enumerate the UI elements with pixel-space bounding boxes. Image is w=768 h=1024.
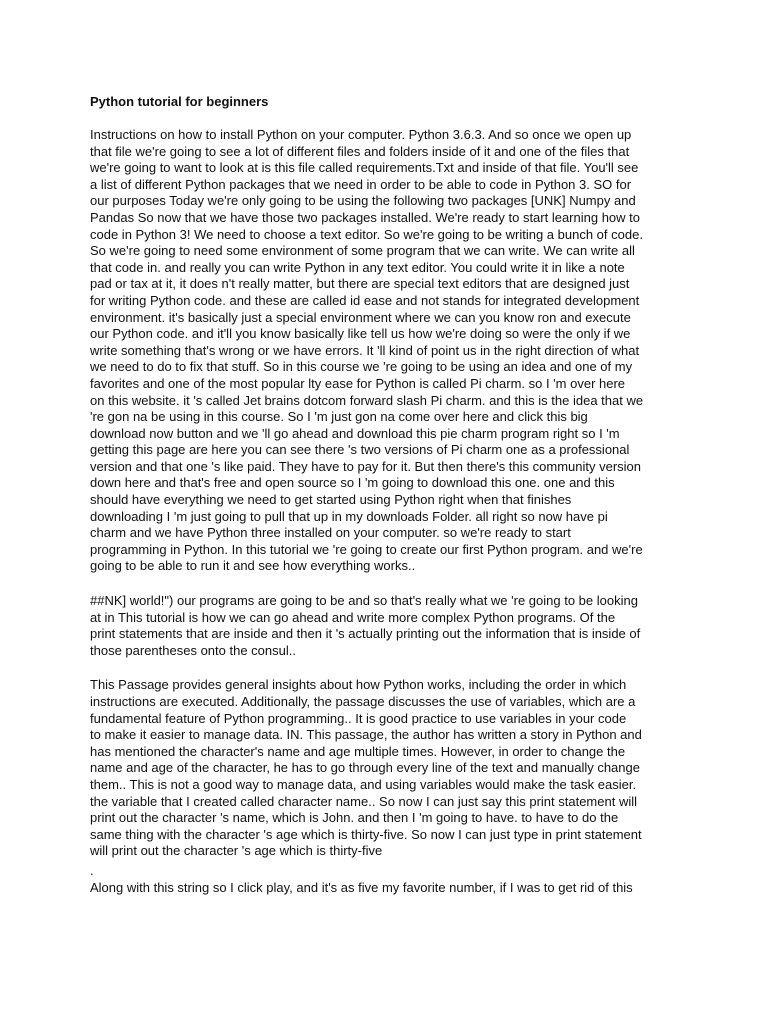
text-line: we need to do to fix that stuff. So in this course we 're going to be using an idea and one of my <box>90 359 633 375</box>
text-line: version and that one 's like paid. They have to pay for it. But then there's this community version <box>90 458 642 474</box>
text-line: Pandas So now that we have those two packages installed. We're ready to start learning how to <box>90 209 641 225</box>
text-line: going to be able to run it and see how everything works.. <box>90 558 416 574</box>
text-line: our purposes Today we're only going to be using the following two packages [UNK] Numpy and <box>90 193 636 209</box>
document-title: Python tutorial for beginners <box>90 94 269 109</box>
text-line: So we're going to need some environment of some program that we can write. We can write all <box>90 243 635 259</box>
text-line: to make it easier to manage data. IN. This passage, the author has written a story in Python and <box>90 727 642 743</box>
text-line: same thing with the character 's age which is thirty-five. So now I can just type in print statement <box>90 826 642 842</box>
paragraph-install <box>90 127 682 575</box>
text-line: on this website. it 's called Jet brains dotcom forward slash Pi charm. and this is the idea that we <box>90 392 644 408</box>
text-line: Instructions on how to install Python on your computer. Python 3.6.3. And so once we open up <box>90 127 632 142</box>
text-line: a list of different Python packages that we need in order to be able to code in Python 3. SO for <box>90 176 632 192</box>
text-line: print statements that are inside and then it 's actually printing out the information that is inside of <box>90 626 641 642</box>
text-line: This Passage provides general insights about how Python works, including the order in which <box>90 677 627 693</box>
text-line: getting this page are here you can see there 's two versions of Pi charm one as a professional <box>90 442 630 458</box>
text-line: 're gon na be using in this course. So I 'm just gon na come over here and click this big <box>90 409 588 425</box>
paragraph-variables <box>90 677 682 860</box>
text-line: print out the character 's name, which is John. and then I 'm going to have. to have to do the <box>90 810 619 826</box>
text-line: the variable that I created called character name.. So now I can just say this print statement will <box>90 793 637 809</box>
text-line: that code in. and really you can write Python in any text editor. You could write it in like a note <box>90 259 625 275</box>
text-line: write something that's wrong or we have errors. It 'll kind of point us in the right direction of what <box>90 342 640 358</box>
text-line: code in Python 3! We need to choose a text editor. So we're going to be writing a bunch of code. <box>90 226 643 242</box>
text-line: them.. This is not a good way to manage data, and using variables would make the task easier. <box>90 776 637 792</box>
text-line: instructions are executed. Additionally, the passage discusses the use of variables, which are a <box>90 694 636 709</box>
text-line: downloading I 'm just going to pull that up in my downloads Folder. all right so now have pi <box>90 508 608 524</box>
text-line: at in This tutorial is how we can go ahead and write more complex Python programs. Of the <box>90 609 616 625</box>
text-line: favorites and one of the most popular lty ease for Python is called Pi charm. so I 'm over here <box>90 375 626 391</box>
stray-dot: . <box>90 862 94 878</box>
text-line: name and age of the character, he has to go through every line of the text and manually change <box>90 760 640 776</box>
text-line: pad or tax at it, it does n't really matter, but there are special text editors that are designed just <box>90 276 630 292</box>
text-line: programming in Python. In this tutorial we 're going to create our first Python program. and we're <box>90 541 643 557</box>
text-line: we're going to want to look at is this file called requirements.Txt and inside of that file. You'll see <box>90 160 639 176</box>
text-line: will print out the character 's age which is thirty-five <box>90 843 383 859</box>
text-line: charm and we have Python three installed on your computer. so we're ready to start <box>90 525 571 541</box>
text-line: download now button and we 'll go ahead and download this pie charm program right so I 'm <box>90 425 620 441</box>
text-line: fundamental feature of Python programming.. It is good practice to use variables in your code <box>90 710 627 726</box>
text-line: has mentioned the character's name and age multiple times. However, in order to change the <box>90 743 626 759</box>
text-line: down here and that's free and open source so I 'm going to download this one. one and this <box>90 475 615 491</box>
text-line: ##NK] world!") our programs are going to be and so that's really what we 're going to be looking <box>90 593 638 609</box>
document-page <box>90 93 682 896</box>
text-line: for writing Python code. and these are called id ease and not stands for integrated development <box>90 292 640 308</box>
paragraph-world <box>90 593 682 659</box>
text-line: our Python code. and it'll you know basically like tell us how we're doing so were the only if we <box>90 326 631 342</box>
text-line: that file we're going to see a lot of different files and folders inside of it and one of the files that <box>90 143 630 159</box>
paragraph-string: Along with this string so I click play, and it's as five my favorite number, if I was to get rid of this <box>90 879 633 895</box>
text-line: those parentheses onto the consul.. <box>90 642 296 658</box>
text-line: environment. it's basically just a special environment where we can you know ron and execute <box>90 309 631 325</box>
text-line: should have everything we need to get started using Python right when that finishes <box>90 492 572 508</box>
